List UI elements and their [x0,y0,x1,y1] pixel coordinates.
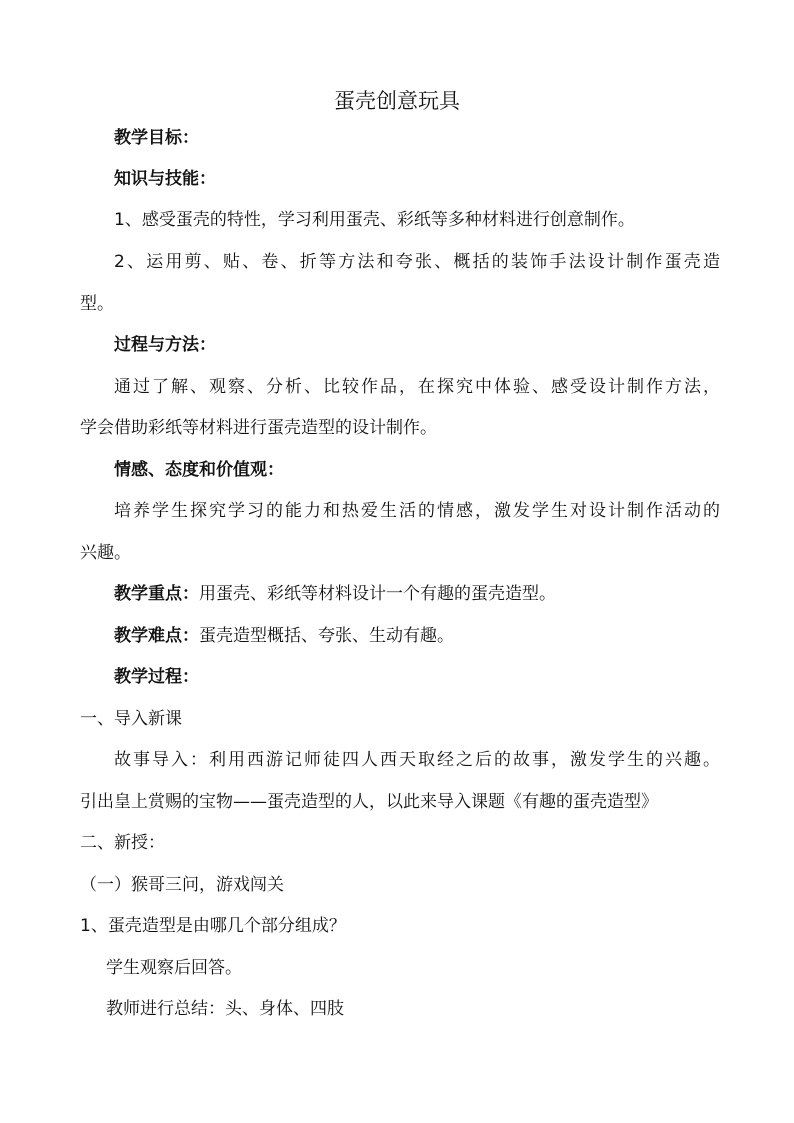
process-heading: 教学过程： [114,667,199,687]
section-1-line-1: 故事导入：利用西游记师徒四人西天取经之后的故事，激发学生的兴趣。 [114,750,720,770]
process-method-line-2: 学会借助彩纸等材料进行蛋壳造型的设计制作。 [80,418,437,438]
process-method-line-1: 通过了解、观察、分析、比较作品，在探究中体验、感受设计制作方法， [114,377,720,397]
key-point [114,580,754,608]
difficult-point-text: 蛋壳造型概括、夸张、生动有趣。 [199,626,454,646]
difficult-point [114,622,754,650]
section-1-heading: 一、导入新课 [80,709,182,729]
emotion-heading: 情感、态度和价值观： [114,460,284,480]
section-2-heading: 二、新授： [80,833,165,853]
emotion-line-1: 培养学生探究学习的能力和热爱生活的情感，激发学生对设计制作活动的 [114,501,720,521]
objectives-heading: 教学目标： [114,128,199,148]
knowledge-item-2-line-2: 型。 [80,294,114,314]
knowledge-item-2-line-1: 2、运用剪、贴、卷、折等方法和夸张、概括的装饰手法设计制作蛋壳造 [114,252,720,272]
knowledge-heading: 知识与技能： [114,169,216,189]
section-2-question-1: 1、蛋壳造型是由哪几个部分组成？ [80,916,346,936]
process-method-heading: 过程与方法： [114,335,216,355]
section-2-answer: 学生观察后回答。 [106,958,242,978]
key-point-label: 教学重点： [114,584,199,604]
key-point-text: 用蛋壳、彩纸等材料设计一个有趣的蛋壳造型。 [199,584,556,604]
emotion-line-2: 兴趣。 [80,543,131,563]
document-title: 蛋壳创意玩具 [334,89,460,113]
section-2-sub-1: （一）猴哥三问，游戏闯关 [80,875,284,895]
section-2-summary: 教师进行总结：头、身体、四肢 [106,999,344,1019]
section-1-line-2: 引出皇上赏赐的宝物——蛋壳造型的人，以此来导入课题《有趣的蛋壳造型》 [80,792,658,812]
difficult-point-label: 教学难点： [114,626,199,646]
knowledge-item-1: 1、感受蛋壳的特性，学习利用蛋壳、彩纸等多种材料进行创意制作。 [114,210,635,230]
